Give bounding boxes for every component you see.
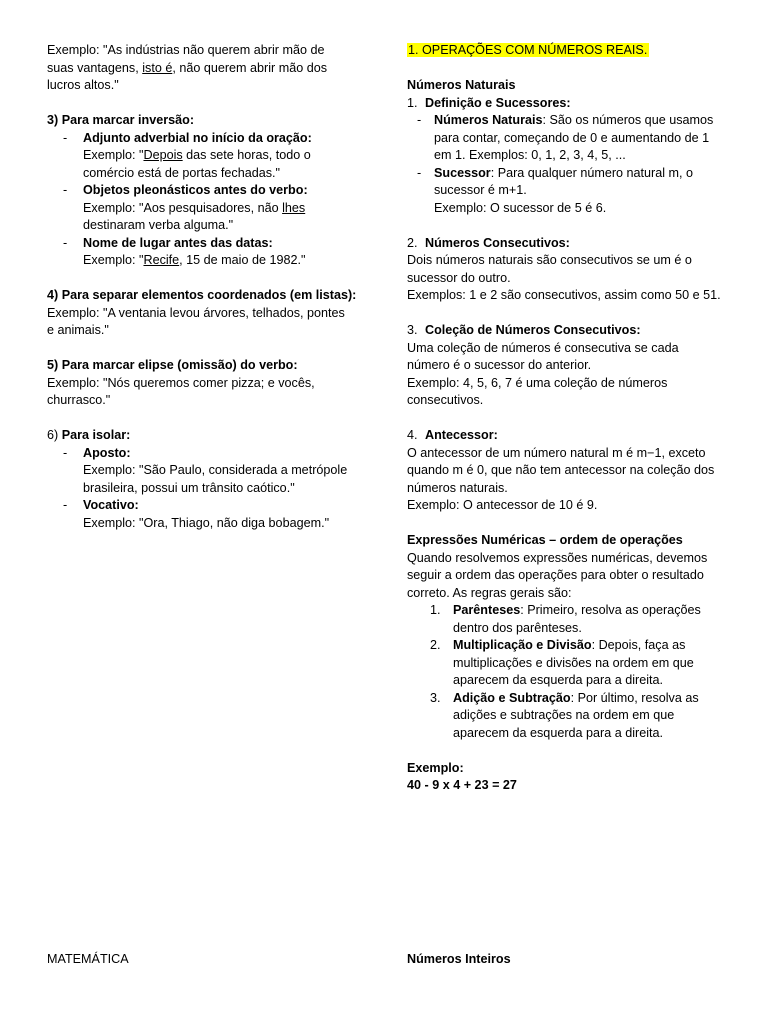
list-item: - Vocativo: Exemplo: "Ora, Thiago, não diga bobagem." [47,497,365,532]
list-item: - Aposto: Exemplo: "São Paulo, considerada a metrópole brasileira, possui um trânsito caótico." [47,445,365,498]
footer-subject: MATEMÁTICA [47,952,129,966]
section-heading-inversao: 3) Para marcar inversão: [47,113,195,127]
list-item-label: Vocativo: [83,498,139,512]
list-item-label: Aposto: [83,445,131,460]
list-item: - Sucessor: Para qualquer número natural m, o sucessor é m+1. Exemplo: O sucessor de 5 é 6. [417,165,694,215]
left-column: Exemplo: "As indústrias não querem abrir mão de suas vantagens, isto é, não querem abrir mão dos lucros altos." 3) Para marcar inversão: - Adjunto adverbial no início da oração: Exemplo: "Depois das sete horas, todo o comércio está de portas fechadas." - Objetos pleonásticos antes do verbo: Exemplo: "Aos pesquisadores, não lhes destinaram verba alguma." - Nome de lugar antes das datas: Exemplo: "Recife, 15 de maio de 1982." 4) Para separar elementos coordenados (em listas): Exemplo: "A ventania levou árvores, telhados, pontes e animais." 5) Para marcar elipse (omissão) do verbo: Exemplo: "Nós queremos comer pizza; e vocês, churrasco." 6) Para isolar: - Aposto: Exemplo: "São Paulo, considerada a metrópole brasileira, possui um trânsito caótico." - Vocativo: Exemplo: "Ora, Thiago, não diga bobagem." [47,42,365,532]
section-heading-isolar: 6) Para isolar: [47,428,131,442]
numbered-heading: 2. Números Consecutivos: [407,235,570,250]
list-item-label: Adjunto adverbial no início da oração: [83,130,312,145]
ordered-list-item: 1. Parênteses: Primeiro, resolva as operações dentro dos parênteses. [430,603,701,635]
list-item-label: Objetos pleonásticos antes do verbo: [83,183,308,197]
ordered-list-item: 2. Multiplicação e Divisão: Depois, faça as multiplicações e divisões na ordem em que aparecem da esquerda para a direita. [430,638,694,687]
heading-expressoes: Expressões Numéricas – ordem de operações [407,533,683,547]
numbered-heading: 3. Coleção de Números Consecutivos: [407,323,641,337]
list-item: - Números Naturais: São os números que usamos para contar, começando de 0 e aumentando de 1 em 1. Exemplos: 0, 1, 2, 3, 4, 5, ... [417,113,714,162]
heading-numeros-naturais: Números Naturais [407,78,516,92]
underlined-term: lhes [282,200,306,215]
footer-next-topic: Números Inteiros [407,952,511,966]
list-item: - Adjunto adverbial no início da oração: Exemplo: "Depois das sete horas, todo o comércio está de portas fechadas." [47,130,365,183]
list-item: - Nome de lugar antes das datas: Exemplo: "Recife, 15 de maio de 1982." [47,235,365,270]
example-label: Exemplo: [407,760,464,775]
intro-line: suas vantagens, isto é, não querem abrir mão dos [47,60,328,75]
section-heading-elipse: 5) Para marcar elipse (omissão) do verbo: [47,358,298,372]
intro-line: Exemplo: "As indústrias não querem abrir mão de [47,43,325,57]
underlined-term: Recife [143,253,180,267]
intro-line: lucros altos." [47,78,119,92]
numbered-heading: 4. Antecessor: [407,428,498,442]
right-column: 1. OPERAÇÕES COM NÚMEROS REAIS. Números Naturais 1. Definição e Sucessores: - Números Naturais: São os números que usamos para contar, começando de 0 e aumentando de 1 em 1. Exemplos: 0, 1, 2, 3, 4, 5, ... - Sucessor: Para qualquer número natural m, o sucessor é m+1. Exemplo: O sucessor de 5 é 6. 2. Números Consecutivos: Dois números naturais são consecutivos se um é o sucessor do outro. Exemplos: 1 e 2 são consecutivos, assim como 50 e 51. 3. Coleção de Números Consecutivos: Uma coleção de números é consecutiva se cada número é o sucessor do anterior. Exemplo: 4, 5, 6, 7 é uma coleção de números consecutivos. 4. Antecessor: O antecessor de um número natural m é m−1, exceto quando m é 0, que não tem antecessor na coleção dos números naturais. Exemplo: O antecessor de 10 é 9. Expressões Numéricas – ordem de operações Quando resolvemos expressões numéricas, devemos seguir a ordem das operações para obter o resultado correto. As regras gerais são: 1. Parênteses: Primeiro, resolva as operações dentro dos parênteses. 2. Multiplicação e Divisão: Depois, faça as multiplicações e divisões na ordem em que aparecem da esquerda para a direita. 3. Adição e Subtração: Por último, resolva as adições e subtrações na ordem em que aparecem da esquerda para a direita. Exemplo: 40 - 9 x 4 + 23 = 27 [407,42,729,795]
list-item-label: Nome de lugar antes das datas: [83,235,273,250]
underlined-term: Depois [143,148,183,162]
list-item: - Objetos pleonásticos antes do verbo: Exemplo: "Aos pesquisadores, não lhes destinaram verba alguma." [47,182,365,235]
underlined-term: isto é [142,60,173,75]
example-expression: 40 - 9 x 4 + 23 = 27 [407,778,517,792]
numbered-heading: 1. Definição e Sucessores: [407,95,571,110]
section-heading-listas: 4) Para separar elementos coordenados (em listas): [47,288,357,302]
ordered-list-item: 3. Adição e Subtração: Por último, resolva as adições e subtrações na ordem em que aparecem da esquerda para a direita. [430,690,699,740]
highlighted-title: 1. OPERAÇÕES COM NÚMEROS REAIS. [408,43,648,57]
